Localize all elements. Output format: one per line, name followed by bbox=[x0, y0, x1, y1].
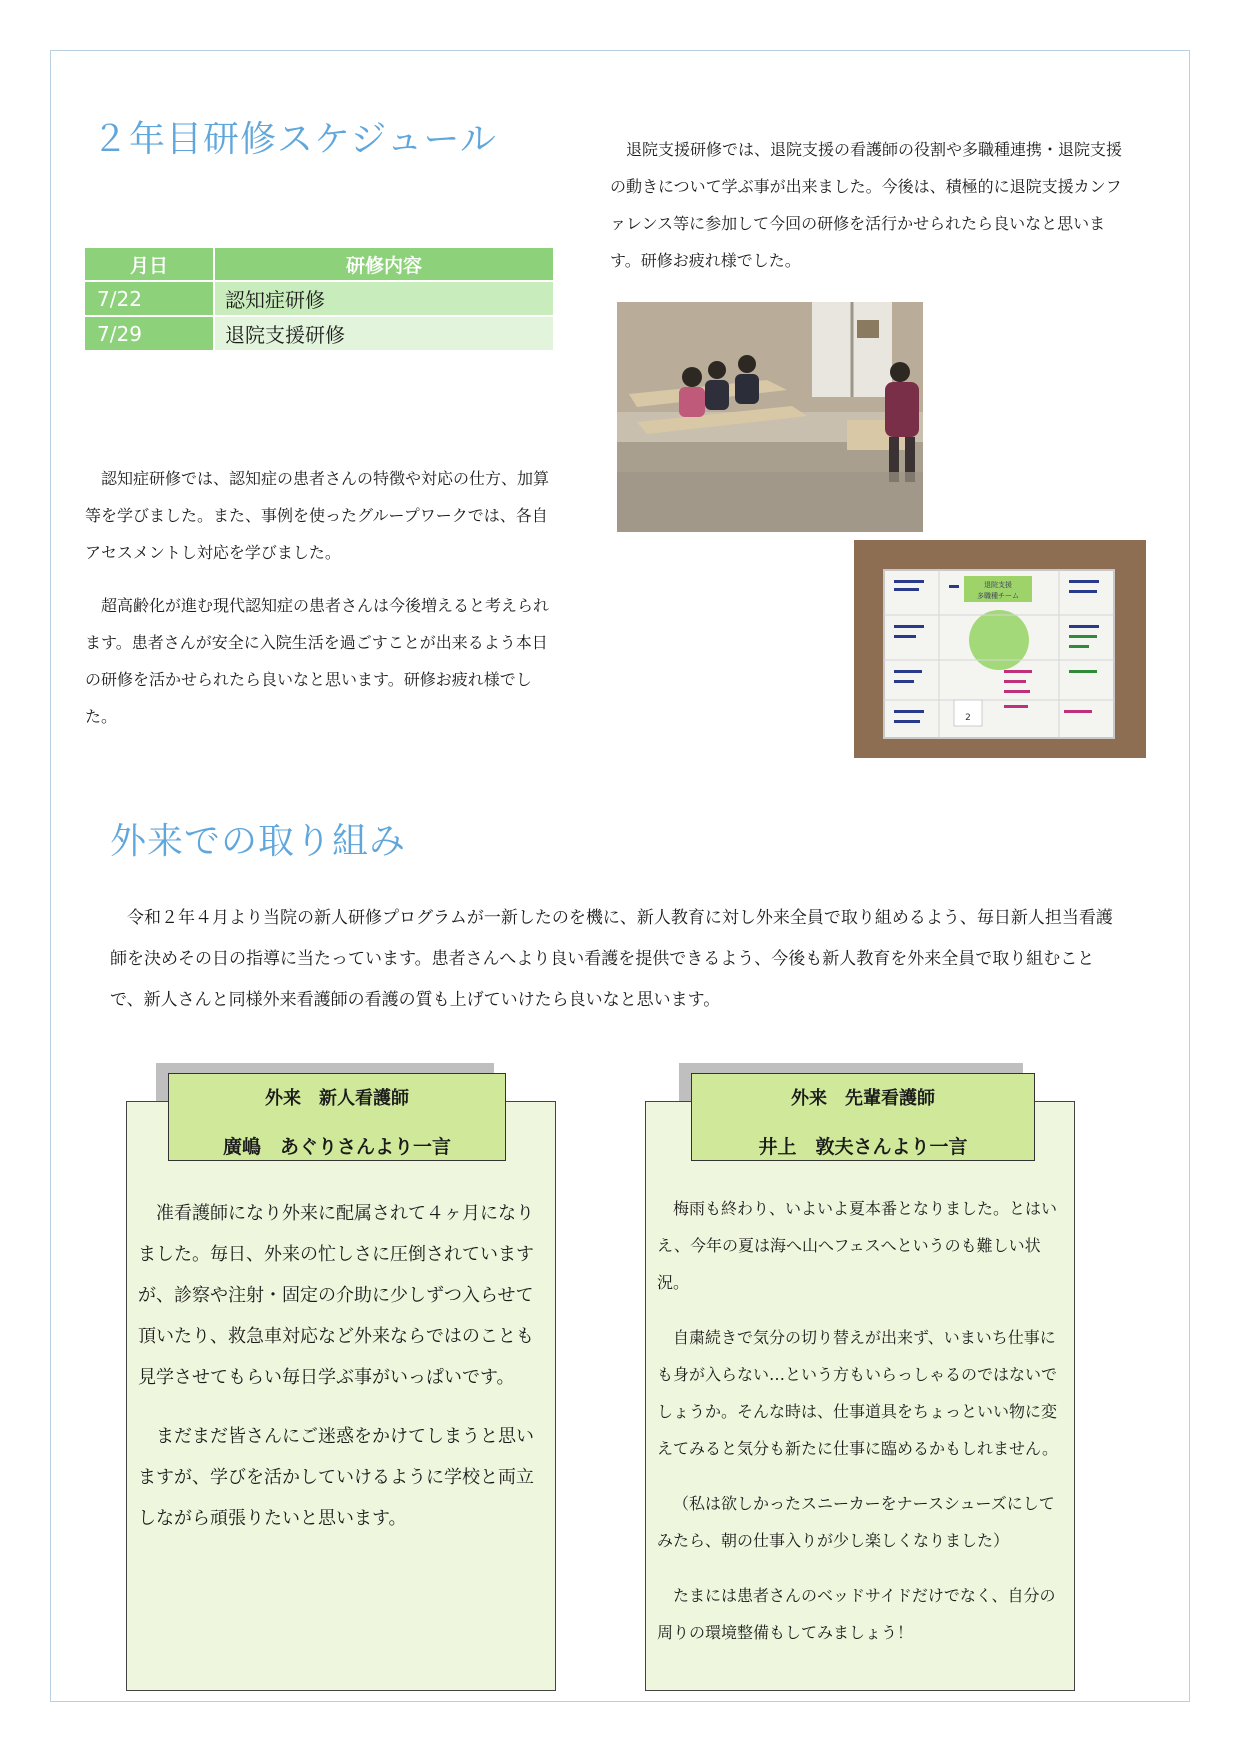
new-nurse-label-line1: 外来 新人看護師 bbox=[265, 1088, 409, 1109]
header-content: 研修内容 bbox=[214, 248, 553, 281]
row-date: 7/29 bbox=[85, 316, 214, 351]
new-nurse-paragraph-2: まだまだ皆さんにご迷惑をかけてしまうと思いますが、学びを活かしていけるように学校と両立しながら頑張りたいと思います。 bbox=[138, 1426, 534, 1529]
new-nurse-comment-text bbox=[138, 1193, 538, 1539]
whiteboard-photo-image bbox=[854, 540, 1146, 758]
schedule-title: ２年目研修スケジュール bbox=[92, 119, 497, 160]
senior-nurse-paragraph-3: （私は欲しかったスニーカーをナースシューズにしてみたら、朝の仕事入りが少し楽しくなりました） bbox=[657, 1494, 1055, 1550]
table-row bbox=[85, 281, 553, 316]
senior-nurse-paragraph-1: 梅雨も終わり、いよいよ夏本番となりました。とはいえ、今年の夏は海へ山へフェスへというのも難しい状況。 bbox=[657, 1199, 1058, 1292]
table-row bbox=[85, 316, 553, 351]
classroom-photo-image bbox=[617, 302, 923, 532]
senior-nurse-comment-text bbox=[657, 1190, 1065, 1651]
whiteboard-photo bbox=[854, 540, 1146, 758]
row-date: 7/22 bbox=[85, 281, 214, 316]
discharge-training-text bbox=[610, 131, 1130, 279]
outpatient-paragraph: 令和２年４月より当院の新人研修プログラムが一新したのを機に、新人教育に対し外来全員で取り組めるよう、毎日新人担当看護師を決めその日の指導に当たっています。患者さんへより良い看護を提供できるよう、今後も新人教育を外来全員で取り組むことで、新人さんと同様外来看護師の看護の質も上げていけたら良いなと思います。 bbox=[110, 908, 1113, 1010]
discharge-paragraph: 退院支援研修では、退院支援の看護師の役割や多職種連携・退院支援の動きについて学ぶ事が出来ました。今後は、積極的に退院支援カンファレンス等に参加して今回の研修を活行かせられたら良いなと思います。研修お疲れ様でした。 bbox=[610, 140, 1123, 270]
row-content: 退院支援研修 bbox=[214, 316, 553, 351]
classroom-photo bbox=[617, 302, 923, 532]
senior-nurse-paragraph-4: たまには患者さんのベッドサイドだけでなく、自分の周りの環境整備もしてみましょう！ bbox=[657, 1586, 1056, 1642]
senior-nurse-label-line1: 外来 先輩看護師 bbox=[791, 1088, 935, 1109]
dementia-paragraph-2: 超高齢化が進む現代認知症の患者さんは今後増えると考えられます。患者さんが安全に入院生活を過ごすことが出来るよう本日の研修を活かせられたら良いなと思います。研修お疲れ様でした。 bbox=[85, 596, 550, 726]
whiteboard-subtitle: 多職種チーム bbox=[977, 592, 1019, 600]
new-nurse-label-line2: 廣嶋 あぐりさんより一言 bbox=[222, 1136, 451, 1158]
row-content: 認知症研修 bbox=[214, 281, 553, 316]
table-header-row bbox=[85, 248, 553, 281]
whiteboard-title: 退院支援 bbox=[984, 581, 1012, 589]
senior-nurse-label bbox=[691, 1073, 1035, 1161]
schedule-table bbox=[85, 248, 553, 352]
whiteboard-number: 2 bbox=[965, 713, 971, 723]
senior-nurse-paragraph-2: 自粛続きで気分の切り替えが出来ず、いまいち仕事にも身が入らない…という方もいらっしゃるのではないでしょうか。そんな時は、仕事道具をちょっといい物に変えてみると気分も新たに仕事に臨めるかもしれません。 bbox=[657, 1328, 1058, 1458]
header-date: 月日 bbox=[85, 248, 214, 281]
senior-nurse-label-line2: 井上 敦夫さんより一言 bbox=[758, 1136, 968, 1158]
new-nurse-label bbox=[168, 1073, 506, 1161]
outpatient-title: 外来での取り組み bbox=[110, 821, 407, 862]
dementia-paragraph-1: 認知症研修では、認知症の患者さんの特徴や対応の仕方、加算等を学びました。また、事例を使ったグループワークでは、各自アセスメントし対応を学びました。 bbox=[85, 469, 550, 562]
outpatient-text bbox=[110, 898, 1125, 1021]
dementia-training-text bbox=[85, 460, 555, 735]
new-nurse-paragraph-1: 准看護師になり外来に配属されて４ヶ月になりました。毎日、外来の忙しさに圧倒されていますが、診察や注射・固定の介助に少しずつ入らせて頂いたり、救急車対応など外来ならではのことも見学させてもらい毎日学ぶ事がいっぱいです。 bbox=[138, 1203, 534, 1388]
